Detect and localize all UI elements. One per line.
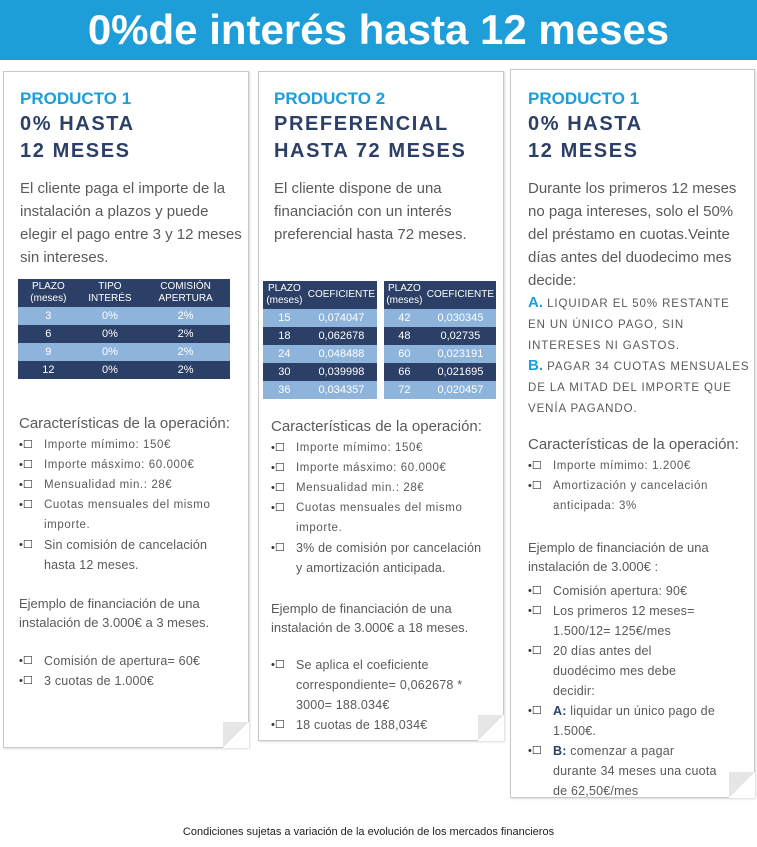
product-description: El cliente dispone de una financiación con un interés preferencial hasta 72 meses. xyxy=(274,180,467,243)
checkbox-bullet-icon: •☐ xyxy=(528,460,542,472)
table-cell: 9 xyxy=(18,343,79,361)
table-row xyxy=(18,307,230,325)
option-b-key: B. xyxy=(528,357,543,374)
example-list xyxy=(271,655,483,735)
table-cell: 36 xyxy=(263,381,306,399)
table-cell: 60 xyxy=(384,345,425,363)
checkbox-bullet-icon: •☐ xyxy=(528,480,542,492)
table-cell: 24 xyxy=(263,345,306,363)
page-fold xyxy=(478,715,504,741)
list-item: •☐ Cuotas mensuales del mismo importe. xyxy=(271,498,486,538)
page-fold xyxy=(729,772,755,798)
table-row xyxy=(384,327,496,345)
table-cell: 2% xyxy=(141,361,230,379)
table-row xyxy=(384,345,496,363)
features-heading: Características de la operación: xyxy=(19,415,230,432)
list-item: •☐ Comisión de apertura= 60€ xyxy=(19,651,229,671)
table-cell: 0% xyxy=(79,325,141,343)
product-description: El cliente paga el importe de la instalación a plazos y puede elegir el pago entre 3 y 12 meses sin intereses. xyxy=(20,180,242,266)
list-item: •☐ Se aplica el coeficiente correspondiente= 0,062678 * 3000= 188.034€ xyxy=(271,655,483,715)
features-list xyxy=(528,456,733,516)
checkbox-bullet-icon: •☐ xyxy=(19,459,33,471)
list-item: •☐ Importe mímimo: 1.200€ xyxy=(528,456,733,476)
checkbox-bullet-icon: •☐ xyxy=(271,442,285,454)
table-cell: 2% xyxy=(141,325,230,343)
table-row xyxy=(384,363,496,381)
list-item: •☐ Importe másximo: 60.000€ xyxy=(271,458,486,478)
product-title-line2: 12 MESES xyxy=(528,140,639,162)
product-card-1 xyxy=(3,71,249,748)
column-header: COEFICIENTE xyxy=(425,281,496,309)
features-list xyxy=(271,438,486,578)
column-header: TIPO INTERÉS xyxy=(79,279,141,307)
checkbox-bullet-icon: •☐ xyxy=(19,539,33,551)
checkbox-bullet-icon: •☐ xyxy=(19,439,33,451)
product-title-line1: 0% HASTA xyxy=(20,113,135,135)
page-title-banner: 0%de interés hasta 12 meses xyxy=(0,0,757,60)
table-row xyxy=(263,381,377,399)
table-cell: 30 xyxy=(263,363,306,381)
table-cell: 12 xyxy=(18,361,79,379)
checkbox-bullet-icon: •☐ xyxy=(528,645,542,657)
table-cell: 2% xyxy=(141,307,230,325)
table-cell: 0,021695 xyxy=(425,363,496,381)
table-row xyxy=(384,309,496,327)
coefficient-table-left xyxy=(263,281,377,399)
table-cell: 0,034357 xyxy=(306,381,377,399)
list-item: •☐ Cuotas mensuales del mismo importe. xyxy=(19,495,229,535)
table-cell: 48 xyxy=(384,327,425,345)
product-title-line2: 12 MESES xyxy=(20,140,131,162)
table-cell: 0,023191 xyxy=(425,345,496,363)
column-header: COEFICIENTE xyxy=(306,281,377,309)
product-title-line2: HASTA 72 MESES xyxy=(274,140,467,162)
checkbox-bullet-icon: •☐ xyxy=(271,542,285,554)
table-cell: 0,062678 xyxy=(306,327,377,345)
example-list xyxy=(528,581,718,801)
list-item: •☐ Los primeros 12 meses= 1.500/12= 125€/mes xyxy=(528,601,718,641)
checkbox-bullet-icon: •☐ xyxy=(271,719,285,731)
table-cell: 0% xyxy=(79,361,141,379)
checkbox-bullet-icon: •☐ xyxy=(271,482,285,494)
page-fold xyxy=(223,722,249,748)
column-header: COMISIÓN APERTURA xyxy=(141,279,230,307)
list-item: •☐ Importe másximo: 60.000€ xyxy=(19,455,229,475)
checkbox-bullet-icon: •☐ xyxy=(528,745,542,757)
table-cell: 0,048488 xyxy=(306,345,377,363)
list-item: •☐ Importe mímimo: 150€ xyxy=(271,438,486,458)
features-heading: Características de la operación: xyxy=(528,436,739,453)
checkbox-bullet-icon: •☐ xyxy=(19,655,33,667)
checkbox-bullet-icon: •☐ xyxy=(528,605,542,617)
table-cell: 72 xyxy=(384,381,425,399)
table-cell: 0,020457 xyxy=(425,381,496,399)
checkbox-bullet-icon: •☐ xyxy=(271,462,285,474)
option-a-key: A. xyxy=(528,294,543,311)
list-item: •☐ B: comenzar a pagar durante 34 meses una cuota de 62,50€/mes xyxy=(528,741,718,801)
column-header: PLAZO (meses) xyxy=(263,281,306,309)
example-heading: Ejemplo de financiación de una instalación de 3.000€ : xyxy=(528,540,709,574)
checkbox-bullet-icon: •☐ xyxy=(528,705,542,717)
option-b: B. PAGAR 34 CUOTAS MENSUALES DE LA MITAD DEL IMPORTE QUE VENÍA PAGANDO. xyxy=(528,357,750,415)
list-item: •☐ Amortización y cancelación anticipada: 3% xyxy=(528,476,733,516)
table-cell: 18 xyxy=(263,327,306,345)
table-row xyxy=(18,361,230,379)
list-item: •☐ Mensualidad min.: 28€ xyxy=(19,475,229,495)
checkbox-bullet-icon: •☐ xyxy=(528,585,542,597)
list-item: •☐ A: liquidar un único pago de 1.500€. xyxy=(528,701,718,741)
table-cell: 0,039998 xyxy=(306,363,377,381)
checkbox-bullet-icon: •☐ xyxy=(19,479,33,491)
table-cell: 0% xyxy=(79,307,141,325)
features-list xyxy=(19,435,229,575)
product-title-line1: PREFERENCIAL xyxy=(274,113,449,135)
product-label: PRODUCTO 1 xyxy=(20,89,132,108)
features-heading: Características de la operación: xyxy=(271,418,482,435)
table-cell: 3 xyxy=(18,307,79,325)
table-cell: 0,030345 xyxy=(425,309,496,327)
list-item: •☐ Mensualidad min.: 28€ xyxy=(271,478,486,498)
list-item: •☐ 20 días antes del duodécimo mes debe decidir: xyxy=(528,641,718,701)
product-label: PRODUCTO 1 xyxy=(528,89,640,108)
table-row xyxy=(384,381,496,399)
product-card-3 xyxy=(510,69,755,798)
checkbox-bullet-icon: •☐ xyxy=(19,675,33,687)
option-a: A. LIQUIDAR EL 50% RESTANTE EN UN ÚNICO PAGO, SIN INTERESES NI GASTOS. xyxy=(528,294,730,352)
table-cell: 2% xyxy=(141,343,230,361)
example-heading: Ejemplo de financiación de una instalación de 3.000€ a 3 meses. xyxy=(19,596,210,630)
table-row xyxy=(18,325,230,343)
coefficient-table-right xyxy=(384,281,496,399)
list-item: •☐ Sin comisión de cancelación hasta 12 meses. xyxy=(19,535,229,575)
table-row xyxy=(263,309,377,327)
table-row xyxy=(263,345,377,363)
table-cell: 66 xyxy=(384,363,425,381)
example-heading: Ejemplo de financiación de una instalación de 3.000€ a 18 meses. xyxy=(271,601,469,635)
table-cell: 15 xyxy=(263,309,306,327)
footer-disclaimer: Condiciones sujetas a variación de la evolución de los mercados financieros xyxy=(182,826,555,838)
product-description: Durante los primeros 12 meses no paga intereses, solo el 50% del préstamo en cuotas.Veinte días antes del duodecimo mes decide: xyxy=(528,180,737,289)
product-label: PRODUCTO 2 xyxy=(274,89,386,108)
table-cell: 0% xyxy=(79,343,141,361)
list-item: •☐ 3% de comisión por cancelación y amortización anticipada. xyxy=(271,538,486,578)
product-card-2 xyxy=(258,71,504,741)
column-header: PLAZO (meses) xyxy=(384,281,425,309)
list-item: •☐ 3 cuotas de 1.000€ xyxy=(19,671,229,691)
table-row xyxy=(18,343,230,361)
list-item: •☐ 18 cuotas de 188,034€ xyxy=(271,715,483,735)
checkbox-bullet-icon: •☐ xyxy=(271,659,285,671)
list-item: •☐ Importe mímimo: 150€ xyxy=(19,435,229,455)
table-row xyxy=(263,327,377,345)
checkbox-bullet-icon: •☐ xyxy=(19,499,33,511)
product-title-line1: 0% HASTA xyxy=(528,113,643,135)
table-cell: 0,074047 xyxy=(306,309,377,327)
list-item: •☐ Comisión apertura: 90€ xyxy=(528,581,718,601)
example-list xyxy=(19,651,229,691)
installments-table xyxy=(18,279,230,379)
checkbox-bullet-icon: •☐ xyxy=(271,502,285,514)
column-header: PLAZO (meses) xyxy=(18,279,79,307)
table-cell: 0,02735 xyxy=(425,327,496,345)
table-row xyxy=(263,363,377,381)
table-cell: 42 xyxy=(384,309,425,327)
table-cell: 6 xyxy=(18,325,79,343)
